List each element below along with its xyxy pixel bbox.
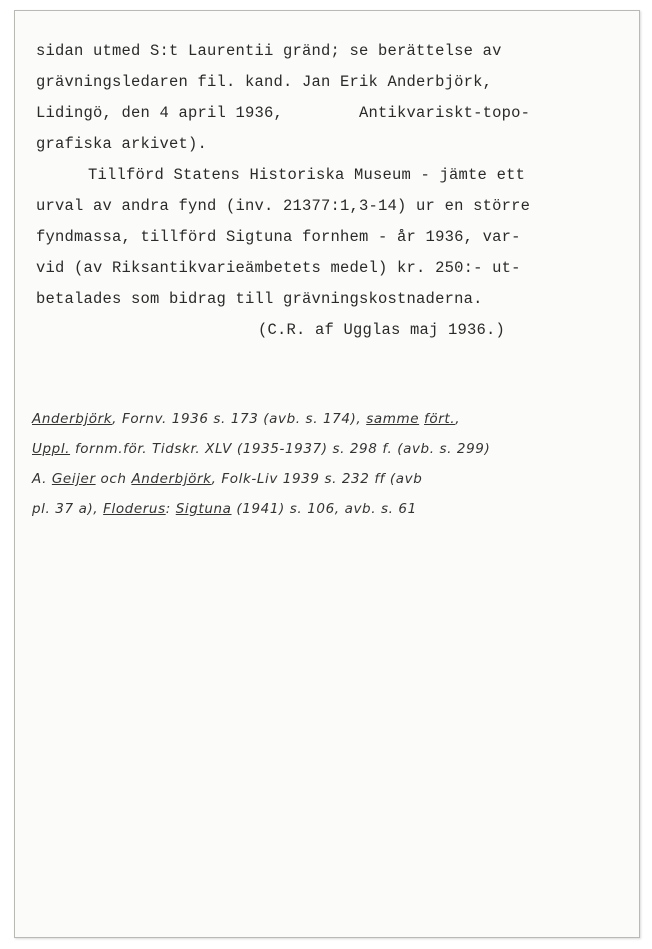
- typed-line: betalades som bidrag till grävningskostnaderna.: [36, 290, 483, 308]
- typed-line: grävningsledaren fil. kand. Jan Erik Anderbjörk,: [36, 73, 493, 91]
- hand-pre: A.: [32, 471, 52, 487]
- hand-underlined: Anderbjörk: [131, 471, 212, 487]
- hand-underlined: Uppl.: [32, 441, 71, 457]
- typed-text-block: [36, 36, 616, 346]
- hand-end: ,: [455, 411, 461, 427]
- typed-line: sidan utmed S:t Laurentii gränd; se berättelse av: [36, 42, 502, 60]
- handwritten-notes: [32, 404, 622, 524]
- typed-line: vid (av Riksantikvarieämbetets medel) kr. 250:- ut-: [36, 259, 521, 277]
- hand-underlined: Geijer: [51, 471, 96, 487]
- typed-line: Lidingö, den 4 april 1936, Antikvariskt-topo-: [36, 104, 531, 122]
- hand-underlined: Floderus: [103, 501, 166, 517]
- hand-post: , Folk-Liv 1939 s. 232 ff (avb: [211, 471, 423, 487]
- handwritten-line: [32, 464, 622, 494]
- hand-underlined: Sigtuna: [175, 501, 232, 517]
- typed-signoff: (C.R. af Ugglas maj 1936.): [258, 321, 506, 339]
- typed-line: urval av andra fynd (inv. 21377:1,3-14) ur en större: [36, 197, 531, 215]
- handwritten-line: [32, 404, 622, 434]
- typed-line: fyndmassa, tillförd Sigtuna fornhem - år 1936, var-: [36, 228, 521, 246]
- hand-mid: , Fornv. 1936 s. 173 (avb. s. 174),: [112, 411, 367, 427]
- hand-mid: :: [165, 501, 176, 517]
- hand-underlined: Anderbjörk: [32, 411, 113, 427]
- hand-post: (1941) s. 106, avb. s. 61: [231, 501, 417, 517]
- hand-underlined: samme: [366, 411, 420, 427]
- typed-line: grafiska arkivet).: [36, 135, 208, 153]
- hand-mid: fornm.för. Tidskr. XLV (1935-1937) s. 298 f. (avb. s. 299): [70, 441, 491, 457]
- typed-line: Tillförd Statens Historiska Museum - jämte ett: [88, 166, 526, 184]
- hand-mid: och: [95, 471, 132, 487]
- hand-underlined: fört.: [424, 411, 456, 427]
- hand-pre: pl. 37 a),: [32, 501, 104, 517]
- handwritten-line: [32, 494, 622, 524]
- handwritten-line: [32, 434, 622, 464]
